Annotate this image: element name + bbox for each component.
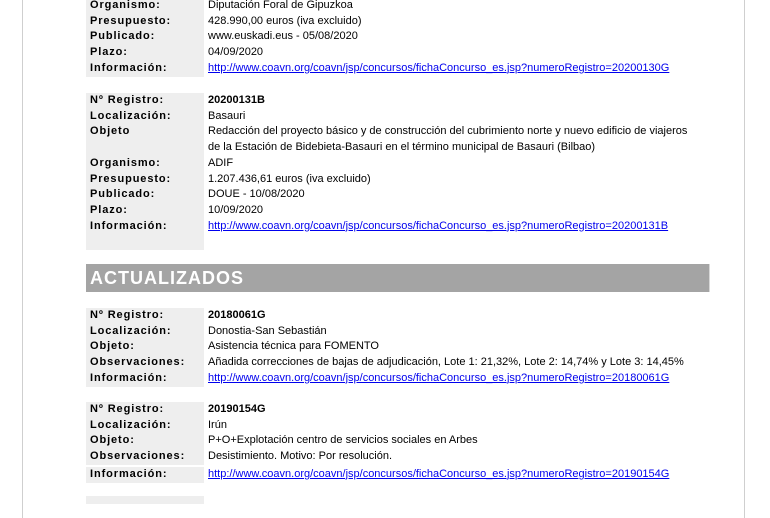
- value-organismo: Diputación Foral de Gipuzkoa: [208, 0, 353, 11]
- info-link[interactable]: http://www.coavn.org/coavn/jsp/concursos/fichaConcurso_es.jsp?numeroRegistro=20180061G: [208, 371, 670, 384]
- section-header-actualizados: ACTUALIZADOS: [86, 264, 710, 292]
- value-observaciones: Desistimiento. Motivo: Por resolución.: [208, 450, 393, 463]
- value-objeto: Redacción del proyecto básico y de construcción del cubrimiento norte y nuevo edificio de viajeros de la Estación de Bidebieta-Basauri en el término municipal de Basauri (Bilbao): [208, 125, 688, 154]
- record-row-localizacion: [86, 324, 711, 340]
- tender-record-20180061G: [86, 308, 711, 387]
- record-row-objeto: [86, 339, 711, 355]
- value-registro: 20190154G: [208, 403, 266, 415]
- value-presupuesto: 1.207.436,61 euros (iva excluido): [208, 172, 371, 185]
- value-plazo: 10/09/2020: [208, 203, 264, 216]
- tender-record-20200131B: [86, 93, 711, 250]
- record-row-observaciones: [86, 355, 711, 371]
- record-row-registro: [86, 402, 711, 418]
- label-registro: Nº Registro:: [86, 93, 204, 109]
- record-row-observaciones: [86, 449, 711, 465]
- record-row-registro: [86, 308, 711, 324]
- record-row-publicado: [86, 187, 711, 203]
- record-row-plazo: [86, 45, 711, 61]
- info-link[interactable]: http://www.coavn.org/coavn/jsp/concursos/fichaConcurso_es.jsp?numeroRegistro=20200131B: [208, 219, 669, 232]
- label-plazo: Plazo:: [86, 45, 204, 61]
- value-observaciones: Añadida correcciones de bajas de adjudicación, Lote 1: 21,32%, Lote 2: 14,74% y Lote 3: 14,45%: [208, 356, 684, 369]
- label-spacer: [86, 234, 204, 250]
- record-row-informacion: [86, 61, 711, 77]
- label-publicado: Publicado:: [86, 29, 204, 45]
- info-link[interactable]: http://www.coavn.org/coavn/jsp/concursos/fichaConcurso_es.jsp?numeroRegistro=20190154G: [208, 467, 670, 480]
- tender-record-next: [86, 496, 711, 504]
- value-objeto: P+O+Explotación centro de servicios sociales en Arbes: [208, 434, 478, 447]
- value-informacion: [204, 61, 711, 77]
- info-link[interactable]: http://www.coavn.org/coavn/jsp/concursos/fichaConcurso_es.jsp?numeroRegistro=20200130G: [208, 61, 670, 74]
- label-informacion: Información:: [86, 61, 204, 77]
- label-publicado: Publicado:: [86, 187, 204, 203]
- record-row-localizacion: [86, 418, 711, 434]
- label-informacion: Información:: [86, 219, 204, 235]
- value-localizacion: Basauri: [208, 109, 246, 122]
- value-objeto: Asistencia técnica para FOMENTO: [208, 340, 379, 353]
- record-row-organismo: [86, 156, 711, 172]
- record-row-informacion: [86, 219, 711, 235]
- label-organismo: Organismo:: [86, 156, 204, 172]
- record-row-presupuesto: [86, 14, 711, 30]
- label-registro: Nº Registro:: [86, 308, 204, 324]
- label-objeto: Objeto: [86, 124, 204, 155]
- value-plazo: 04/09/2020: [208, 46, 264, 59]
- label-observaciones: Observaciones:: [86, 355, 204, 371]
- value-presupuesto: 428.990,00 euros (iva excluido): [208, 14, 362, 27]
- record-row-informacion: [86, 371, 711, 387]
- value-publicado: DOUE - 10/08/2020: [208, 188, 305, 201]
- label-localizacion: Localización:: [86, 418, 204, 434]
- value-informacion: [204, 219, 711, 235]
- label-presupuesto: Presupuesto:: [86, 14, 204, 30]
- record-row-informacion: [86, 467, 711, 483]
- label-presupuesto: Presupuesto:: [86, 172, 204, 188]
- value-informacion: [204, 371, 711, 387]
- label-informacion: Información:: [86, 467, 204, 483]
- record-row-organismo: [86, 0, 711, 14]
- record-row-objeto: [86, 433, 711, 449]
- record-row-localizacion: [86, 109, 711, 125]
- record-row-plazo: [86, 203, 711, 219]
- record-row-registro: [86, 93, 711, 109]
- value-organismo: ADIF: [208, 156, 234, 169]
- value-localizacion: Irún: [208, 418, 227, 431]
- label-next-stub: [86, 496, 204, 504]
- label-localizacion: Localización:: [86, 109, 204, 125]
- value-informacion: [204, 467, 711, 483]
- label-informacion: Información:: [86, 371, 204, 387]
- label-objeto: Objeto:: [86, 339, 204, 355]
- record-row-publicado: [86, 29, 711, 45]
- record-row-objeto: [86, 124, 711, 155]
- record-row-registro: [86, 496, 711, 504]
- label-objeto: Objeto:: [86, 433, 204, 449]
- record-row-presupuesto: [86, 172, 711, 188]
- label-localizacion: Localización:: [86, 324, 204, 340]
- label-plazo: Plazo:: [86, 203, 204, 219]
- tender-record-20190154G: [86, 402, 711, 483]
- label-observaciones: Observaciones:: [86, 449, 204, 465]
- record-row-spacer: [86, 234, 711, 250]
- value-registro: 20180061G: [208, 309, 266, 321]
- value-publicado: www.euskadi.eus - 05/08/2020: [208, 30, 358, 43]
- tender-record-20200130G: [86, 0, 711, 77]
- value-localizacion: Donostia-San Sebastián: [208, 324, 327, 337]
- value-registro: 20200131B: [208, 94, 265, 106]
- label-organismo: Organismo:: [86, 0, 204, 14]
- label-registro: Nº Registro:: [86, 402, 204, 418]
